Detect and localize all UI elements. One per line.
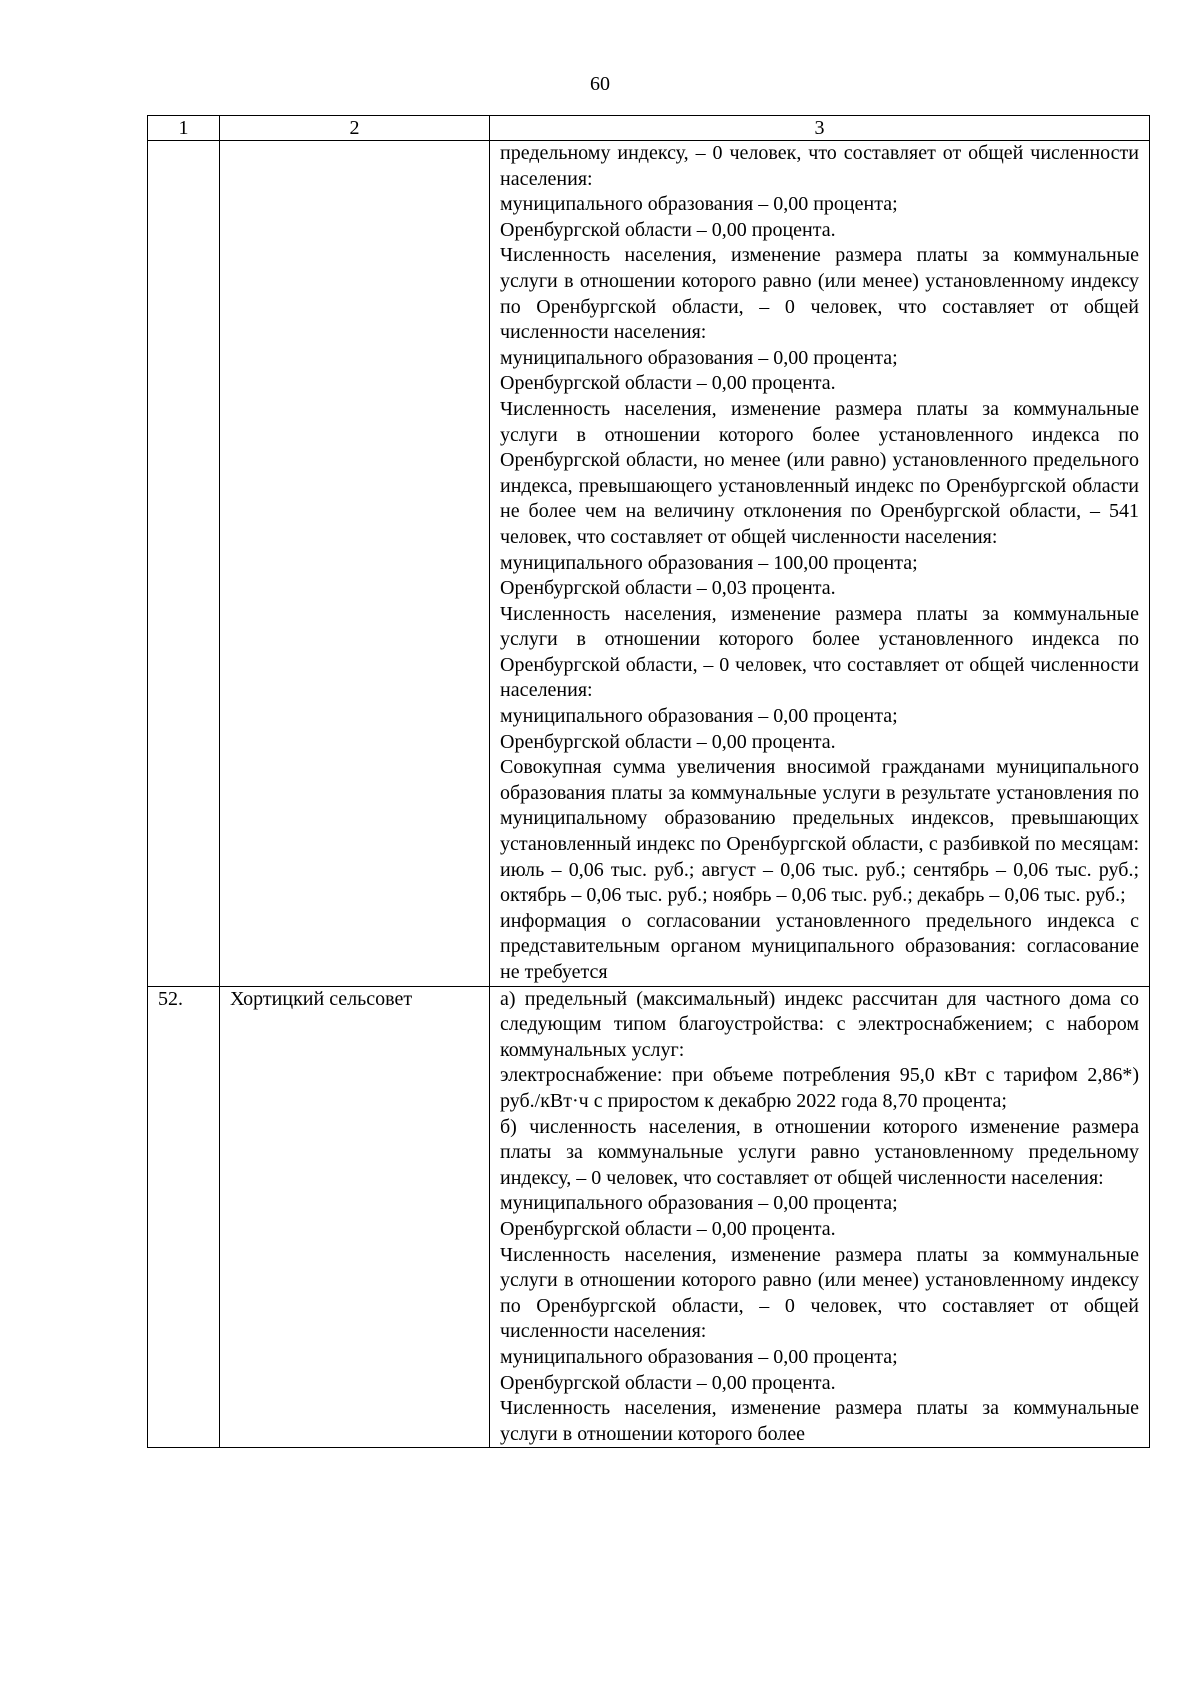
row-number	[148, 141, 220, 987]
content-paragraph: Численность населения, изменение размера платы за коммунальные услуги в отношении которого равно (или менее) установленному индексу по Оренбургской области, – 0 человек, что составляет от общей численности населения:	[500, 244, 1139, 344]
content-paragraph: а) предельный (максимальный) индекс рассчитан для частного дома со следующим типом благоустройства: с электроснабжением; с набором коммунальных услуг:	[500, 987, 1139, 1061]
page-number: 60	[590, 73, 610, 95]
row-number: 52.	[148, 986, 220, 1448]
table-row	[148, 986, 1150, 1448]
municipality-name	[220, 141, 490, 987]
content-paragraph: б) численность населения, в отношении которого изменение размера платы за коммунальные услуги равно установленному предельному индексу, – 0 человек, что составляет от общей численности населения:	[500, 1115, 1139, 1189]
content-paragraph: Оренбургской области – 0,00 процента.	[500, 1371, 836, 1394]
content-paragraph: Численность населения, изменение размера платы за коммунальные услуги в отношении которого более	[500, 1397, 1139, 1445]
content-paragraph: Оренбургской области – 0,00 процента.	[500, 372, 836, 395]
row-content	[490, 141, 1150, 987]
content-paragraph: муниципального образования – 0,00 процента;	[500, 1345, 898, 1368]
indices-table	[147, 115, 1150, 1448]
content-paragraph: муниципального образования – 0,00 процента;	[500, 1192, 898, 1215]
content-paragraph: муниципального образования – 100,00 процента;	[500, 551, 918, 574]
municipality-name: Хортицкий сельсовет	[220, 986, 490, 1448]
content-paragraph: Оренбургской области – 0,00 процента.	[500, 730, 836, 753]
content-paragraph: муниципального образования – 0,00 процента;	[500, 193, 898, 216]
column-header: 1	[148, 116, 220, 141]
table-header-row	[148, 116, 1150, 141]
content-paragraph: информация о согласовании установленного предельного индекса с представительным органом муниципального образования: согласование не требуется	[500, 909, 1139, 983]
row-content	[490, 986, 1150, 1448]
table-row	[148, 141, 1150, 987]
content-paragraph: Оренбургской области – 0,00 процента.	[500, 218, 836, 241]
content-paragraph: муниципального образования – 0,00 процента;	[500, 705, 898, 728]
content-paragraph: Численность населения, изменение размера платы за коммунальные услуги в отношении которого более установленного индекса по Оренбургской области, но менее (или равно) установленного предельного индекса, превышающего установленный индекс по Оренбургской области не более чем на величину отклонения по Оренбургской области, – 541 человек, что составляет от общей численности населения:	[500, 397, 1139, 548]
content-paragraph: Совокупная сумма увеличения вносимой гражданами муниципального образования платы за коммунальные услуги в результате установления по муниципальному образованию предельных индексов, превышающих установленный индекс по Оренбургской области, с разбивкой по месяцам: июль – 0,06 тыс. руб.; август – 0,06 тыс. руб.; сентябрь – 0,06 тыс. руб.; октябрь – 0,06 тыс. руб.; ноябрь – 0,06 тыс. руб.; декабрь – 0,06 тыс. руб.;	[500, 756, 1139, 907]
content-paragraph: Численность населения, изменение размера платы за коммунальные услуги в отношении которого более установленного индекса по Оренбургской области, – 0 человек, что составляет от общей численности населения:	[500, 602, 1139, 702]
content-paragraph: предельному индексу, – 0 человек, что составляет от общей численности населения:	[500, 142, 1139, 190]
content-paragraph: Численность населения, изменение размера платы за коммунальные услуги в отношении которого равно (или менее) установленному индексу по Оренбургской области, – 0 человек, что составляет от общей численности населения:	[500, 1243, 1139, 1343]
content-paragraph: электроснабжение: при объеме потребления 95,0 кВт с тарифом 2,86*) руб./кВт·ч с приростом к декабрю 2022 года 8,70 процента;	[500, 1064, 1139, 1112]
content-paragraph: Оренбургской области – 0,03 процента.	[500, 577, 836, 600]
content-paragraph: Оренбургской области – 0,00 процента.	[500, 1217, 836, 1240]
column-header: 2	[220, 116, 490, 141]
column-header: 3	[490, 116, 1150, 141]
content-paragraph: муниципального образования – 0,00 процента;	[500, 346, 898, 369]
